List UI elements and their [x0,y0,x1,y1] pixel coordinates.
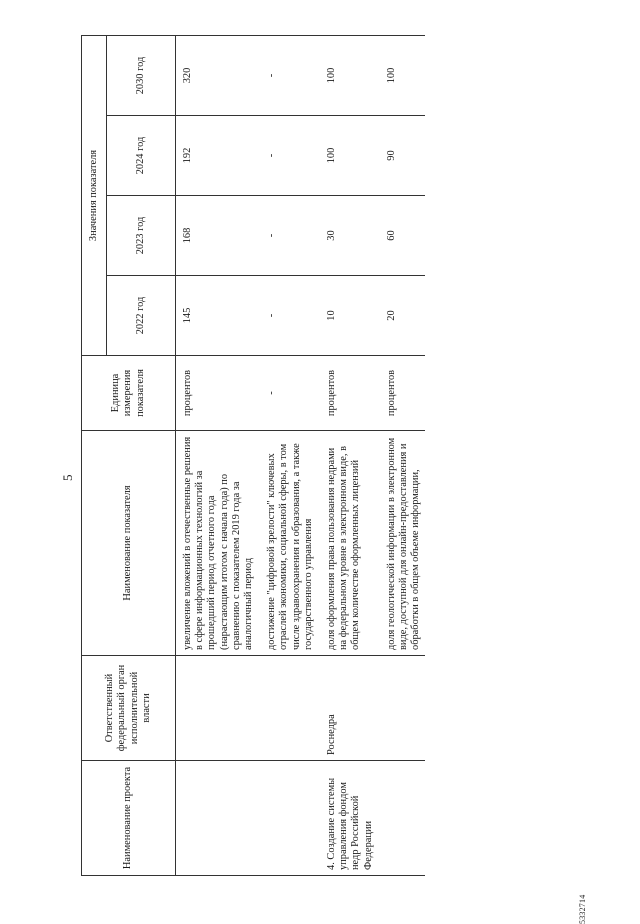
cell-project [378,761,426,876]
cell-indicator: достижение "цифровой зрелости" ключевых отраслей экономики, социальной сферы, в том числе здравоохранения и образования, а также государственного управления [258,431,318,656]
indicators-table [81,35,425,876]
table-row [258,36,318,876]
table-row [378,36,426,876]
rotated-page [58,36,618,924]
cell-authority [378,656,426,761]
cell-indicator: доля оформления права пользования недрами на федеральном уровне в электронном виде, в общем количестве оформленных лицензий [318,431,378,656]
cell-value-2023: 60 [378,196,426,276]
cell-value-2030: 320 [176,36,259,116]
cell-authority [258,656,318,761]
header-year-2024: 2024 год [107,116,176,196]
cell-unit: - [258,356,318,431]
cell-project [176,761,259,876]
header-indicator: Наименование показателя [82,431,176,656]
cell-unit: процентов [318,356,378,431]
cell-value-2024: 90 [378,116,426,196]
cell-unit: процентов [176,356,259,431]
cell-value-2030: 100 [378,36,426,116]
cell-unit: процентов [378,356,426,431]
cell-value-2030: - [258,36,318,116]
cell-value-2024: - [258,116,318,196]
page-number: 5 [60,474,75,481]
cell-value-2022: - [258,276,318,356]
cell-value-2023: 168 [176,196,259,276]
header-year-2030: 2030 год [107,36,176,116]
cell-value-2022: 145 [176,276,259,356]
table-row [318,36,378,876]
cell-project: 4. Создание системы управления фондом недр Российской Федерации [318,761,378,876]
cell-value-2022: 10 [318,276,378,356]
cell-value-2023: 30 [318,196,378,276]
cell-authority: Роснедра [318,656,378,761]
header-project: Наименование проекта [82,761,176,876]
cell-value-2024: 100 [318,116,378,196]
header-year-2022: 2022 год [107,276,176,356]
cell-project [258,761,318,876]
header-values-group: Значения показателя [82,36,107,356]
cell-indicator: доля геологической информации в электронном виде, доступной для онлайн-предоставления и обработки в общем объеме информации, [378,431,426,656]
header-authority: Ответственный федеральный орган исполнительной власти [82,656,176,761]
cell-value-2023: - [258,196,318,276]
header-unit: Единица измерения показателя [82,356,176,431]
cell-indicator: увеличение вложений в отечественные решения в сфере информационных технологий за прошедший период отчетного года (нарастающим итогом с начала года) по сравнению с показателем 2019 года за аналогичный период [176,431,259,656]
cell-authority [176,656,259,761]
cell-value-2030: 100 [318,36,378,116]
cell-value-2024: 192 [176,116,259,196]
table-row [176,36,259,876]
table-header-row [82,36,107,876]
document-code: 5332714 [578,894,587,924]
cell-value-2022: 20 [378,276,426,356]
header-year-2023: 2023 год [107,196,176,276]
